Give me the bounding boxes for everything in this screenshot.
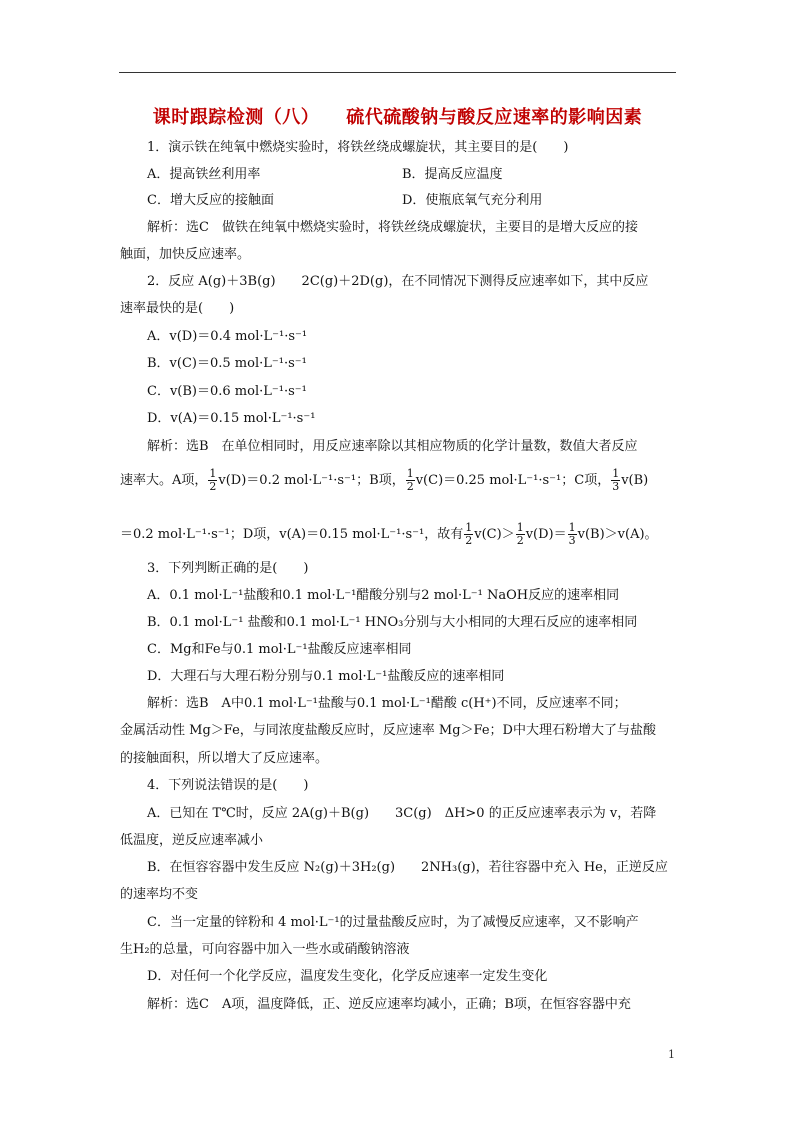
q2-analysis-3a: ＝0.2 mol·L⁻¹·s⁻¹；D项，v(A)＝0.15 mol·L⁻¹·s⁻¹，故有 — [120, 527, 464, 542]
q2-analysis-3d: v(B)＞v(A)。 — [577, 527, 658, 542]
q1-analysis-line-1: 解析：选C 做铁在纯氧中燃烧实验时，将铁丝绕成螺旋状，主要目的是增大反应的接 — [147, 220, 638, 235]
q4-option-a-line-2: 低温度，逆反应速率减小 — [120, 833, 264, 848]
page-title: 课时跟踪检测（八） 硫代硫酸钠与酸反应速率的影响因素 — [152, 107, 643, 128]
q4-option-b-line-1: B．在恒容容器中发生反应 N₂(g)＋3H₂(g) 2NH₃(g)，若往容器中充入 He，正逆反应 — [147, 860, 668, 875]
q2-stem-line-1: 2．反应 A(g)＋3B(g) 2C(g)＋2D(g)，在不同情况下测得反应速率如下，其中反应 — [147, 274, 649, 289]
fraction-half: $\frac{1}{2}$ — [516, 521, 524, 547]
q1-option-c: C．增大反应的接触面 — [147, 193, 274, 208]
q1-option-d: D．使瓶底氧气充分利用 — [402, 193, 543, 208]
q2-option-d: D．v(A)＝0.15 mol·L⁻¹·s⁻¹ — [147, 411, 316, 426]
q3-option-d: D．大理石与大理石粉分别与0.1 mol·L⁻¹盐酸反应的速率相同 — [147, 669, 505, 684]
q4-option-c-line-1: C．当一定量的锌粉和 4 mol·L⁻¹的过量盐酸反应时，为了减慢反应速率，又不影响产 — [147, 915, 639, 930]
q2-analysis-line-3 — [120, 522, 658, 547]
q1-analysis-line-2: 触面，加快反应速率。 — [120, 247, 251, 262]
q3-analysis-line-3: 的接触面积，所以增大了反应速率。 — [120, 751, 329, 766]
q2-analysis-line-2 — [120, 468, 648, 493]
fraction-half: $\frac{1}{2}$ — [465, 521, 473, 547]
q1-option-a: A．提高铁丝利用率 — [147, 167, 261, 182]
fraction-third: $\frac{1}{3}$ — [568, 521, 576, 547]
q4-option-d: D．对任何一个化学反应，温度发生变化，化学反应速率一定发生变化 — [147, 969, 548, 984]
q3-option-c: C．Mg和Fe与0.1 mol·L⁻¹盐酸反应速率相同 — [147, 642, 412, 657]
q3-option-b: B．0.1 mol·L⁻¹ 盐酸和0.1 mol·L⁻¹ HNO₃分别与大小相同的大理石反应的速率相同 — [147, 615, 638, 630]
q2-option-c: C．v(B)＝0.6 mol·L⁻¹·s⁻¹ — [147, 384, 307, 399]
fraction-half: $\frac{1}{2}$ — [209, 467, 217, 493]
q4-option-a-line-1: A．已知在 T℃时，反应 2A(g)＋B(g) 3C(g) ΔH>0 的正反应速率表示为 v，若降 — [147, 806, 657, 821]
q1-option-b: B．提高反应温度 — [402, 167, 503, 182]
fraction-half: $\frac{1}{2}$ — [406, 467, 414, 493]
q4-option-b-line-2: 的速率均不变 — [120, 887, 199, 902]
q2-analysis-3c: v(D)＝ — [525, 527, 567, 542]
q2-analysis-2a: 速率大。A项， — [120, 473, 208, 488]
q2-analysis-2b: v(D)＝0.2 mol·L⁻¹·s⁻¹；B项， — [218, 473, 405, 488]
q4-analysis-line-1: 解析：选C A项，温度降低，正、逆反应速率均减小，正确；B项，在恒容容器中充 — [147, 997, 631, 1012]
q3-option-a: A．0.1 mol·L⁻¹盐酸和0.1 mol·L⁻¹醋酸分别与2 mol·L⁻¹ NaOH反应的速率相同 — [147, 588, 620, 603]
q3-analysis-line-1: 解析：选B A中0.1 mol·L⁻¹盐酸与0.1 mol·L⁻¹醋酸 c(H⁺)不同，反应速率不同； — [147, 696, 627, 711]
q2-stem-line-2: 速率最快的是( ) — [120, 301, 235, 316]
page-number: 1 — [668, 1048, 675, 1061]
q2-analysis-line-1: 解析：选B 在单位相同时，用反应速率除以其相应物质的化学计量数，数值大者反应 — [147, 439, 638, 454]
q4-stem: 4．下列说法错误的是( ) — [147, 778, 309, 793]
q2-option-a: A．v(D)＝0.4 mol·L⁻¹·s⁻¹ — [147, 329, 308, 344]
q2-analysis-2c: v(C)＝0.25 mol·L⁻¹·s⁻¹；C项， — [415, 473, 611, 488]
q2-analysis-2d: v(B) — [621, 473, 649, 488]
q2-analysis-3b: v(C)＞ — [474, 527, 515, 542]
q1-stem: 1．演示铁在纯氧中燃烧实验时，将铁丝绕成螺旋状，其主要目的是( ) — [147, 140, 569, 155]
q4-option-c-line-2: 生H₂的总量，可向容器中加入一些水或硝酸钠溶液 — [120, 942, 410, 957]
header-rule — [119, 72, 676, 73]
q2-option-b: B．v(C)＝0.5 mol·L⁻¹·s⁻¹ — [147, 356, 307, 371]
fraction-third: $\frac{1}{3}$ — [612, 467, 620, 493]
q3-analysis-line-2: 金属活动性 Mg＞Fe，与同浓度盐酸反应时，反应速率 Mg＞Fe；D中大理石粉增大了与盐酸 — [120, 723, 656, 738]
q3-stem: 3．下列判断正确的是( ) — [147, 561, 309, 576]
